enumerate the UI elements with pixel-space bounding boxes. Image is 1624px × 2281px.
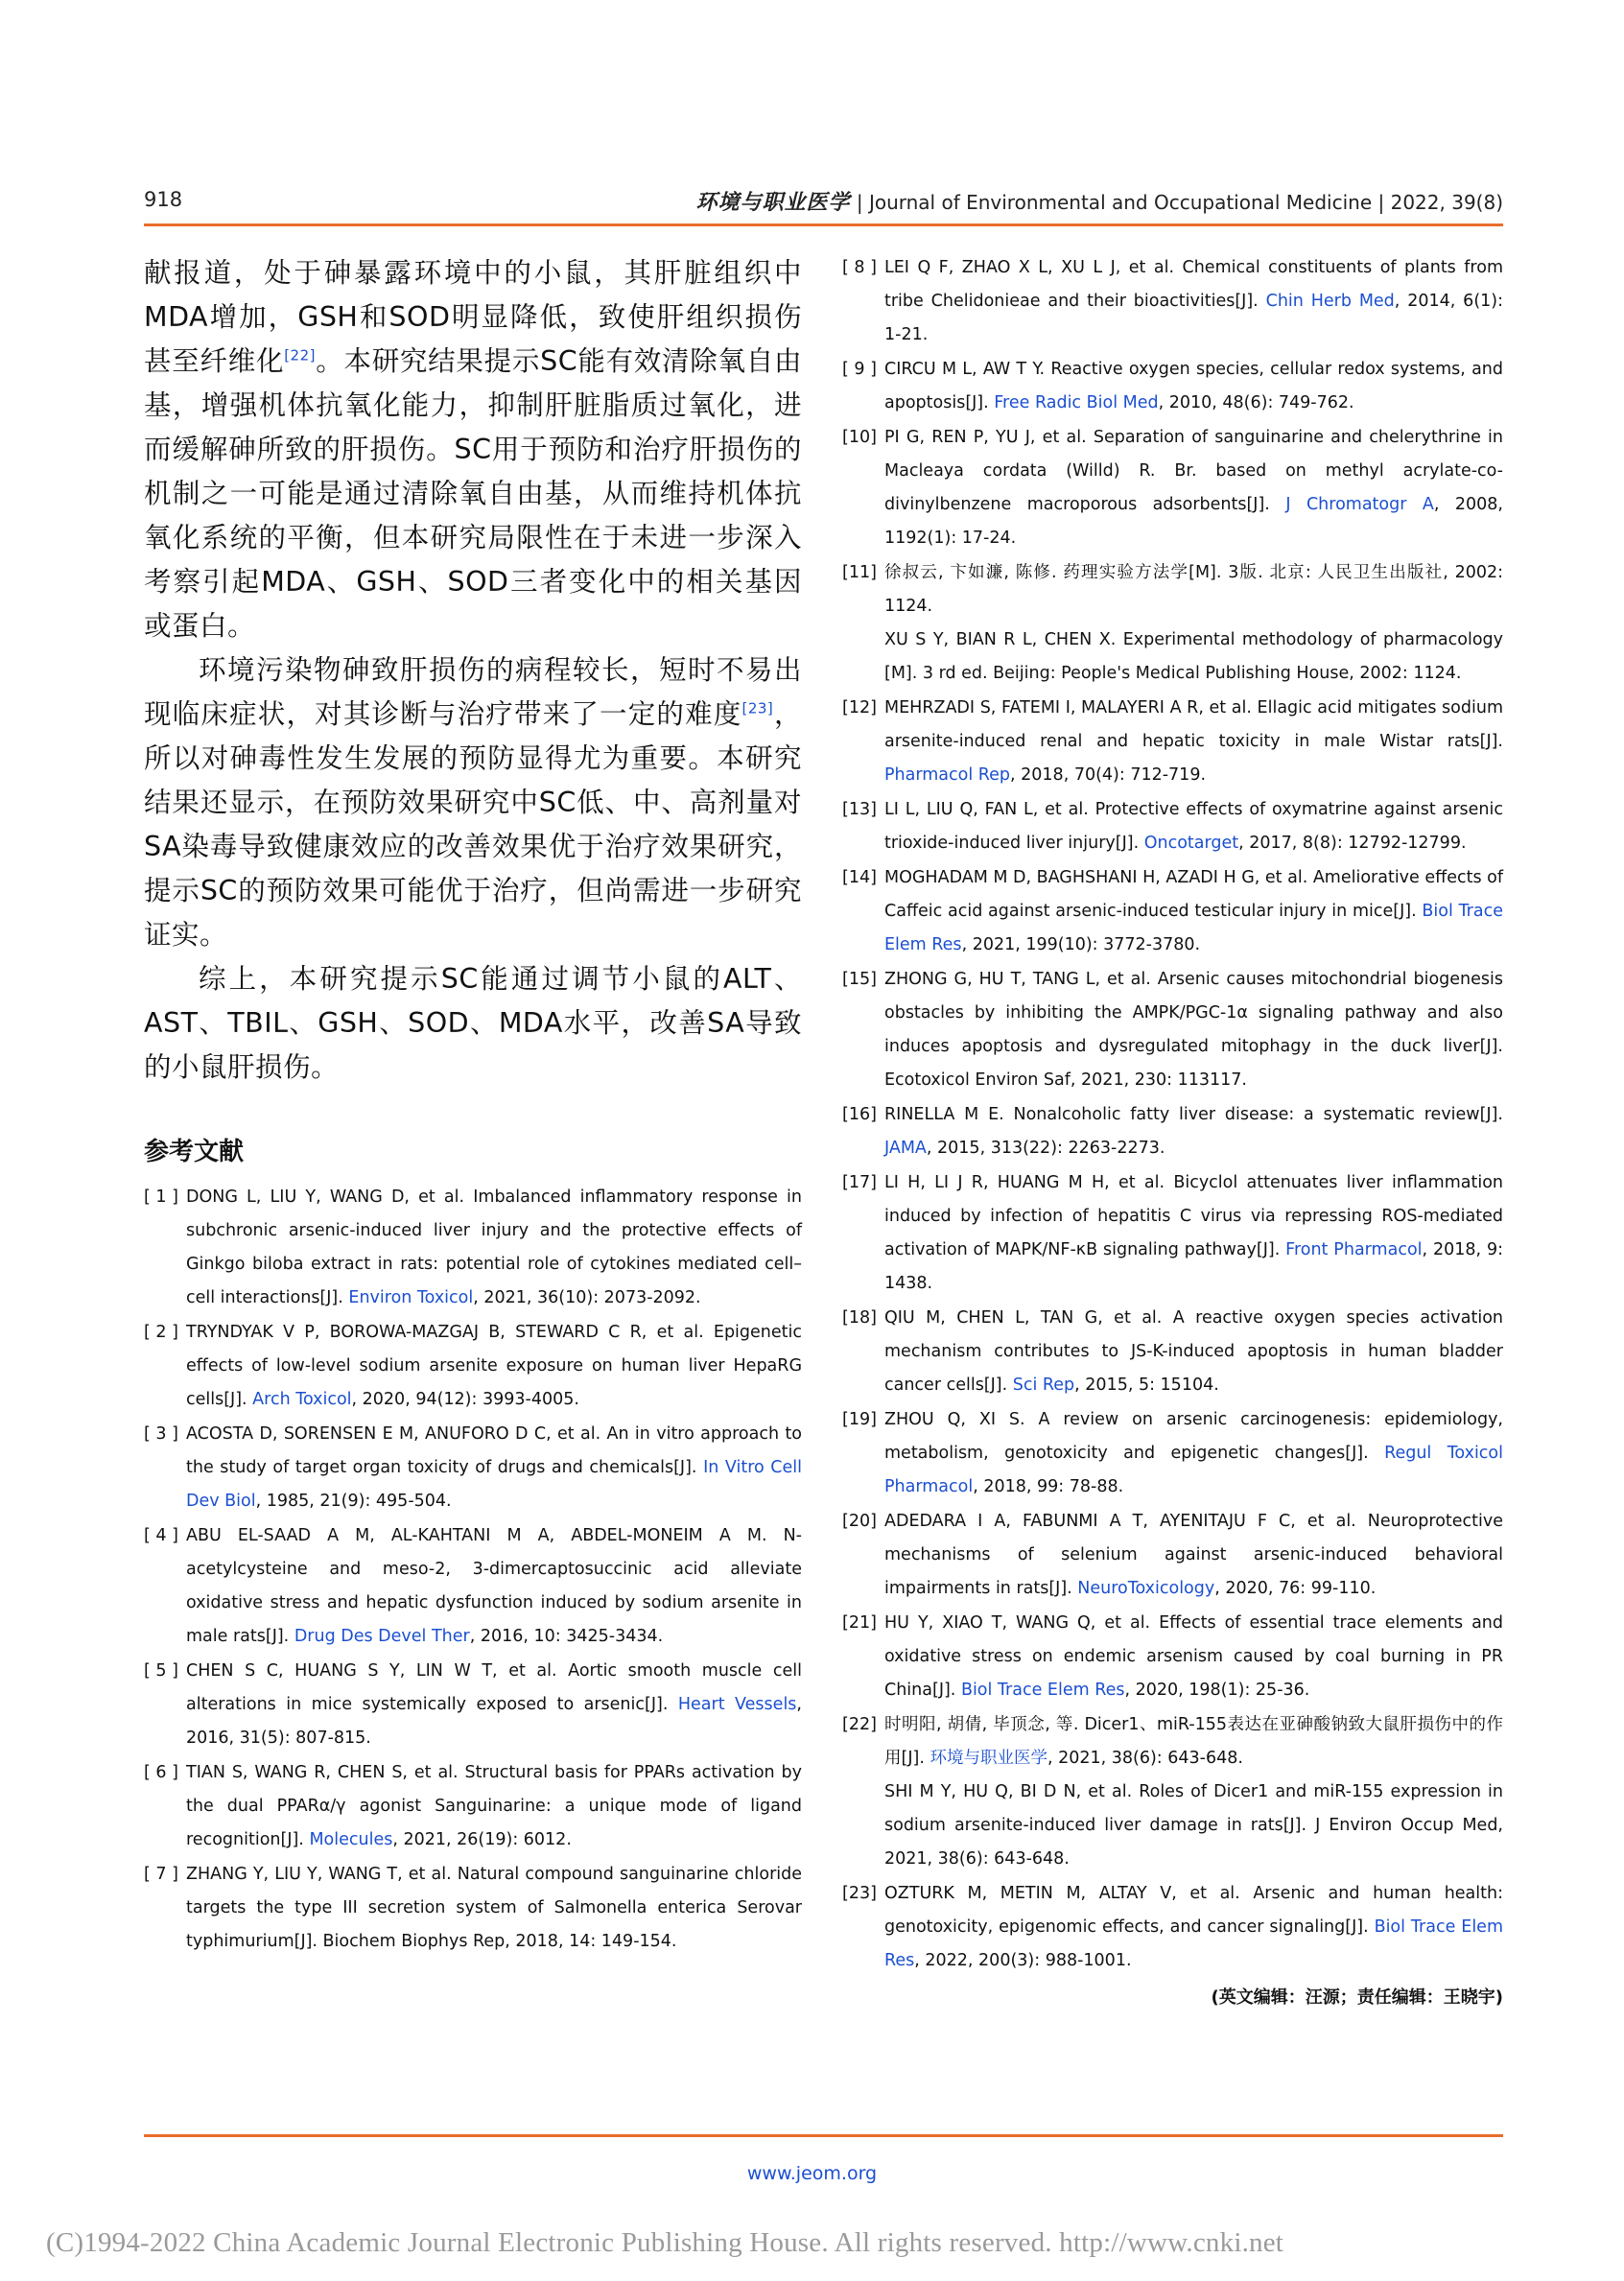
reference-text: CHEN S C, HUANG S Y, LIN W T, et al. Aortic smooth muscle cell alterations in mice systemically exposed to arsenic[J]. — [186, 1661, 802, 1714]
reference-number: [21] — [842, 1613, 877, 1633]
reference-tail: , 2016, 10: 3425-3434. — [469, 1627, 664, 1646]
para1-text-a: 献报道，处于砷暴露环境中的小鼠，其肝脏组织中MDA增加，GSH和SOD明显降低，致使肝组织损伤甚至纤维化 — [144, 257, 802, 377]
reference-text: ABU EL-SAAD A M, AL-KAHTANI M A, ABDEL-MONEIM A M. N-acetylcysteine and meso-2, 3-dimercaptosuccinic acid alleviate oxidative stress and hepatic dysfunction induced by sodium arsenite in male rats[J]. — [186, 1526, 802, 1646]
reference-journal-link[interactable]: In Vitro Cell Dev Biol — [186, 1458, 803, 1511]
reference-text: MOGHADAM M D, BAGHSHANI H, AZADI H G, et al. Ameliorative effects of Caffeic acid against arsenic-induced testicular injury in mice[J]. — [884, 868, 1503, 921]
reference-tail: , 1985, 21(9): 495-504. — [255, 1492, 452, 1511]
reference-tail: , 2021, 26(19): 6012. — [392, 1830, 572, 1849]
reference-text: ADEDARA I A, FABUNMI A T, AYENITAJU F C, et al. Neuroprotective mechanisms of selenium against arsenic-induced behavioral impairments in rats[J]. — [884, 1512, 1503, 1598]
reference-item — [144, 1418, 802, 1518]
copyright-watermark: (C)1994-2022 China Academic Journal Electronic Publishing House. All rights reserved. http://www.cnki.net — [46, 2227, 1284, 2258]
reference-text: PI G, REN P, YU J, et al. Separation of sanguinarine and chelerythrine in Macleaya cordata (Willd) R. Br. based on methyl acrylate-co-divinylbenzene macroporous adsorbents[J]. — [884, 428, 1503, 514]
reference-journal-link[interactable]: Biol Trace Elem Res — [884, 902, 1503, 954]
reference-number: [20] — [842, 1512, 877, 1531]
reference-number: [23] — [842, 1884, 877, 1903]
reference-tail: , 2016, 31(5): 807-815. — [186, 1695, 802, 1748]
reference-tail: , 2020, 94(12): 3993-4005. — [351, 1390, 579, 1409]
footer-url[interactable]: www.jeom.org — [746, 2163, 878, 2184]
reference-item — [144, 1756, 802, 1857]
reference-number: [ 7 ] — [144, 1865, 178, 1884]
reference-tail: , 2015, 313(22): 2263-2273. — [926, 1139, 1165, 1158]
reference-number: [22] — [842, 1715, 877, 1734]
reference-tail: , 2010, 48(6): 749-762. — [1158, 393, 1354, 412]
reference-number: [17] — [842, 1173, 877, 1192]
reference-journal-link[interactable]: Chin Herb Med — [1265, 292, 1395, 311]
reference-text: LEI Q F, ZHAO X L, XU L J, et al. Chemical constituents of plants from tribe Chelidonieae and their bioactivities[J]. — [884, 258, 1503, 311]
reference-number: [ 9 ] — [842, 360, 877, 379]
reference-number: [18] — [842, 1308, 877, 1328]
reference-tail: , 2021, 38(6): 643-648. — [1047, 1749, 1243, 1768]
reference-number: [14] — [842, 868, 877, 887]
reference-text: ZHANG Y, LIU Y, WANG T, et al. Natural compound sanguinarine chloride targets the type III secretion system of Salmonella enterica Serovar typhimurium[J]. Biochem Biophys Rep, 2018, 14: 149-154. — [186, 1865, 802, 1951]
reference-item — [144, 1655, 802, 1755]
reference-item — [842, 251, 1503, 352]
reference-text: TIAN S, WANG R, CHEN S, et al. Structural basis for PPARs activation by the dual PPARα/γ agonist Sanguinarine: a unique mode of ligand recognition[J]. — [186, 1763, 802, 1849]
body-paragraph-1 — [144, 251, 802, 648]
reference-journal-link[interactable]: Front Pharmacol — [1285, 1240, 1423, 1259]
reference-tail: , 2018, 9: 1438. — [884, 1240, 1503, 1293]
reference-list-left — [144, 1181, 802, 1959]
reference-tail: , 2014, 6(1): 1-21. — [884, 292, 1504, 344]
reference-journal-link[interactable]: Pharmacol Rep — [884, 765, 1011, 785]
reference-tail: , 2021, 199(10): 3772-3780. — [961, 935, 1201, 954]
reference-translation: XU S Y, BIAN R L, CHEN X. Experimental methodology of pharmacology [M]. 3 rd ed. Beijing: People's Medical Publishing House, 2002: 1124. — [884, 630, 1503, 683]
reference-text: 时明阳, 胡倩, 毕顶念, 等. Dicer1、miR-155表达在亚砷酸钠致大鼠肝损伤中的作用[J]. — [884, 1715, 1503, 1768]
reference-journal-link[interactable]: Oncotarget — [1143, 834, 1239, 853]
journal-logo: 环境与职业医学 — [695, 190, 851, 215]
reference-journal-link[interactable]: Sci Rep — [1012, 1376, 1075, 1395]
reference-list-right — [842, 251, 1503, 1978]
para2-text-a: 环境污染物砷致肝损伤的病程较长，短时不易出现临床症状，对其诊断与治疗带来了一定的难度 — [144, 654, 802, 730]
reference-journal-link[interactable]: Drug Des Devel Ther — [294, 1627, 470, 1646]
journal-title-en: | Journal of Environmental and Occupational Medicine | 2022, 39(8) — [856, 191, 1503, 214]
reference-journal-link[interactable]: Molecules — [309, 1830, 393, 1849]
reference-item — [842, 353, 1503, 420]
reference-text: CIRCU M L, AW T Y. Reactive oxygen species, cellular redox systems, and apoptosis[J]. — [884, 360, 1503, 412]
reference-number: [ 1 ] — [144, 1188, 178, 1207]
reference-tail: , 2021, 36(10): 2073-2092. — [473, 1288, 701, 1307]
reference-journal-link[interactable]: Free Radic Biol Med — [994, 393, 1159, 412]
reference-item — [842, 421, 1503, 555]
reference-journal-link[interactable]: JAMA — [884, 1139, 927, 1158]
reference-text: RINELLA M E. Nonalcoholic fatty liver disease: a systematic review[J]. — [884, 1105, 1503, 1124]
reference-item — [842, 1302, 1503, 1402]
reference-journal-link[interactable]: Regul Toxicol Pharmacol — [884, 1444, 1504, 1496]
reference-journal-link[interactable]: Biol Trace Elem Res — [884, 1917, 1503, 1970]
reference-item — [842, 793, 1503, 860]
reference-number: [ 2 ] — [144, 1323, 178, 1342]
reference-item — [842, 1505, 1503, 1606]
reference-number: [19] — [842, 1410, 877, 1429]
reference-item — [842, 1607, 1503, 1707]
reference-number: [13] — [842, 800, 877, 819]
reference-translation: SHI M Y, HU Q, BI D N, et al. Roles of Dicer1 and miR-155 expression in sodium arsenite-induced liver damage in rats[J]. J Environ Occup Med, 2021, 38(6): 643-648. — [884, 1782, 1503, 1869]
reference-tail: , 2020, 198(1): 25-36. — [1124, 1681, 1310, 1700]
citation-23[interactable]: [23] — [741, 699, 774, 717]
reference-number: [10] — [842, 428, 877, 447]
right-column — [842, 251, 1503, 2009]
reference-text: ZHONG G, HU T, TANG L, et al. Arsenic causes mitochondrial biogenesis obstacles by inhibiting the AMPK/PGC-1α signaling pathway and also induces apoptosis and dysregulated mitophagy in the duck liver[J]. Ecotoxicol Environ Saf, 2021, 230: 113117. — [884, 970, 1503, 1090]
para1-text-b: 。本研究结果提示SC能有效清除氧自由基，增强机体抗氧化能力，抑制肝脏脂质过氧化，进而缓解砷所致的肝损伤。SC用于预防和治疗肝损伤的机制之一可能是通过清除氧自由基，从而维持机体抗氧化系统的平衡，但本研究局限性在于未进一步深入考察引起MDA、GSH、SOD三者变化中的相关基因或蛋白。 — [144, 345, 802, 642]
reference-number: [12] — [842, 698, 877, 717]
reference-journal-link[interactable]: NeuroToxicology — [1077, 1579, 1215, 1598]
reference-item — [842, 1098, 1503, 1165]
reference-journal-link[interactable]: Heart Vessels — [677, 1695, 797, 1714]
reference-journal-link[interactable]: J Chromatogr A — [1285, 495, 1434, 514]
reference-item — [842, 1708, 1503, 1876]
reference-item — [144, 1858, 802, 1959]
reference-text: LI L, LIU Q, FAN L, et al. Protective effects of oxymatrine against arsenic trioxide-induced liver injury[J]. — [884, 800, 1503, 853]
reference-number: [16] — [842, 1105, 877, 1124]
running-header — [695, 186, 1503, 216]
reference-journal-link[interactable]: Arch Toxicol — [252, 1390, 352, 1409]
reference-text: 徐叔云, 卞如濂, 陈修. 药理实验方法学[M]. 3版. 北京: 人民卫生出版社, 2002: 1124. — [884, 563, 1503, 616]
reference-item — [842, 556, 1503, 691]
reference-text: ACOSTA D, SORENSEN E M, ANUFORO D C, et al. An in vitro approach to the study of target organ toxicity of drugs and chemicals[J]. — [186, 1424, 802, 1477]
reference-number: [ 6 ] — [144, 1763, 178, 1782]
reference-tail: , 2018, 99: 78-88. — [973, 1477, 1124, 1496]
reference-tail: , 2008, 1192(1): 17-24. — [884, 495, 1503, 548]
reference-text: LI H, LI J R, HUANG M H, et al. Bicyclol attenuates liver inflammation induced by infection of hepatitis C virus via repressing ROS-mediated activation of MAPK/NF-κB signaling pathway[J]. — [884, 1173, 1503, 1259]
para2-text-b: ，所以对砷毒性发生发展的预防显得尤为重要。本研究结果还显示，在预防效果研究中SC低、中、高剂量对SA染毒导致健康效应的改善效果优于治疗效果研究，提示SC的预防效果可能优于治疗，但尚需进一步研究证实。 — [144, 698, 802, 951]
footer-rule — [144, 2134, 1503, 2137]
reference-item — [842, 1403, 1503, 1504]
reference-number: [ 4 ] — [144, 1526, 178, 1545]
reference-journal-link[interactable]: 环境与职业医学 — [930, 1749, 1047, 1768]
reference-text: ZHOU Q, XI S. A review on arsenic carcinogenesis: epidemiology, metabolism, genotoxicity and epigenetic changes[J]. — [884, 1410, 1503, 1463]
reference-text: MEHRZADI S, FATEMI I, MALAYERI A R, et al. Ellagic acid mitigates sodium arsenite-induced renal and hepatic toxicity in male Wistar rats[J]. — [884, 698, 1503, 751]
page-number: 918 — [144, 188, 183, 211]
reference-number: [ 3 ] — [144, 1424, 178, 1444]
left-column — [144, 251, 802, 1960]
citation-22[interactable]: [22] — [284, 346, 316, 364]
reference-text: OZTURK M, METIN M, ALTAY V, et al. Arsenic and human health: genotoxicity, epigenomic effects, and cancer signaling[J]. — [884, 1884, 1503, 1937]
reference-number: [ 5 ] — [144, 1661, 178, 1681]
reference-tail: , 2018, 70(4): 712-719. — [1010, 765, 1207, 785]
reference-number: [11] — [842, 563, 877, 582]
reference-item — [842, 692, 1503, 792]
reference-tail: , 2015, 5: 15104. — [1074, 1376, 1219, 1395]
reference-tail: , 2022, 200(3): 988-1001. — [914, 1951, 1132, 1970]
reference-tail: , 2017, 8(8): 12792-12799. — [1238, 834, 1467, 853]
reference-item — [842, 1166, 1503, 1301]
reference-number: [15] — [842, 970, 877, 989]
reference-text: HU Y, XIAO T, WANG Q, et al. Effects of essential trace elements and oxidative stress on endemic arsenism caused by coal burning in PR China[J]. — [884, 1613, 1503, 1700]
header-rule — [144, 223, 1503, 226]
reference-item — [842, 1877, 1503, 1978]
reference-item — [842, 963, 1503, 1097]
editor-note: (英文编辑：汪源；责任编辑：王晓宇) — [1211, 1987, 1503, 2008]
reference-text: TRYNDYAK V P, BOROWA-MAZGAJ B, STEWARD C R, et al. Epigenetic effects of low-level sodium arsenite exposure on human liver HepaRG cells[J]. — [186, 1323, 802, 1409]
body-paragraph-3: 综上，本研究提示SC能通过调节小鼠的ALT、AST、TBIL、GSH、SOD、MDA水平，改善SA导致的小鼠肝损伤。 — [144, 963, 802, 1083]
reference-journal-link[interactable]: Biol Trace Elem Res — [960, 1681, 1125, 1700]
reference-item — [144, 1181, 802, 1315]
body-paragraph-2 — [144, 648, 802, 957]
reference-tail: , 2020, 76: 99-110. — [1214, 1579, 1377, 1598]
reference-text: QIU M, CHEN L, TAN G, et al. A reactive oxygen species activation mechanism contributes to JS-K-induced apoptosis in human bladder cancer cells[J]. — [884, 1308, 1503, 1395]
reference-item — [144, 1316, 802, 1417]
reference-text: DONG L, LIU Y, WANG D, et al. Imbalanced inflammatory response in subchronic arsenic-induced liver injury and the protective effects of Ginkgo biloba extract in rats: potential role of cytokines mediated cell–cell interactions[J]. — [186, 1188, 802, 1307]
references-heading: 参考文献 — [144, 1138, 245, 1166]
reference-journal-link[interactable]: Environ Toxicol — [348, 1288, 474, 1307]
reference-number: [ 8 ] — [842, 258, 877, 277]
reference-item — [144, 1519, 802, 1654]
reference-item — [842, 861, 1503, 962]
